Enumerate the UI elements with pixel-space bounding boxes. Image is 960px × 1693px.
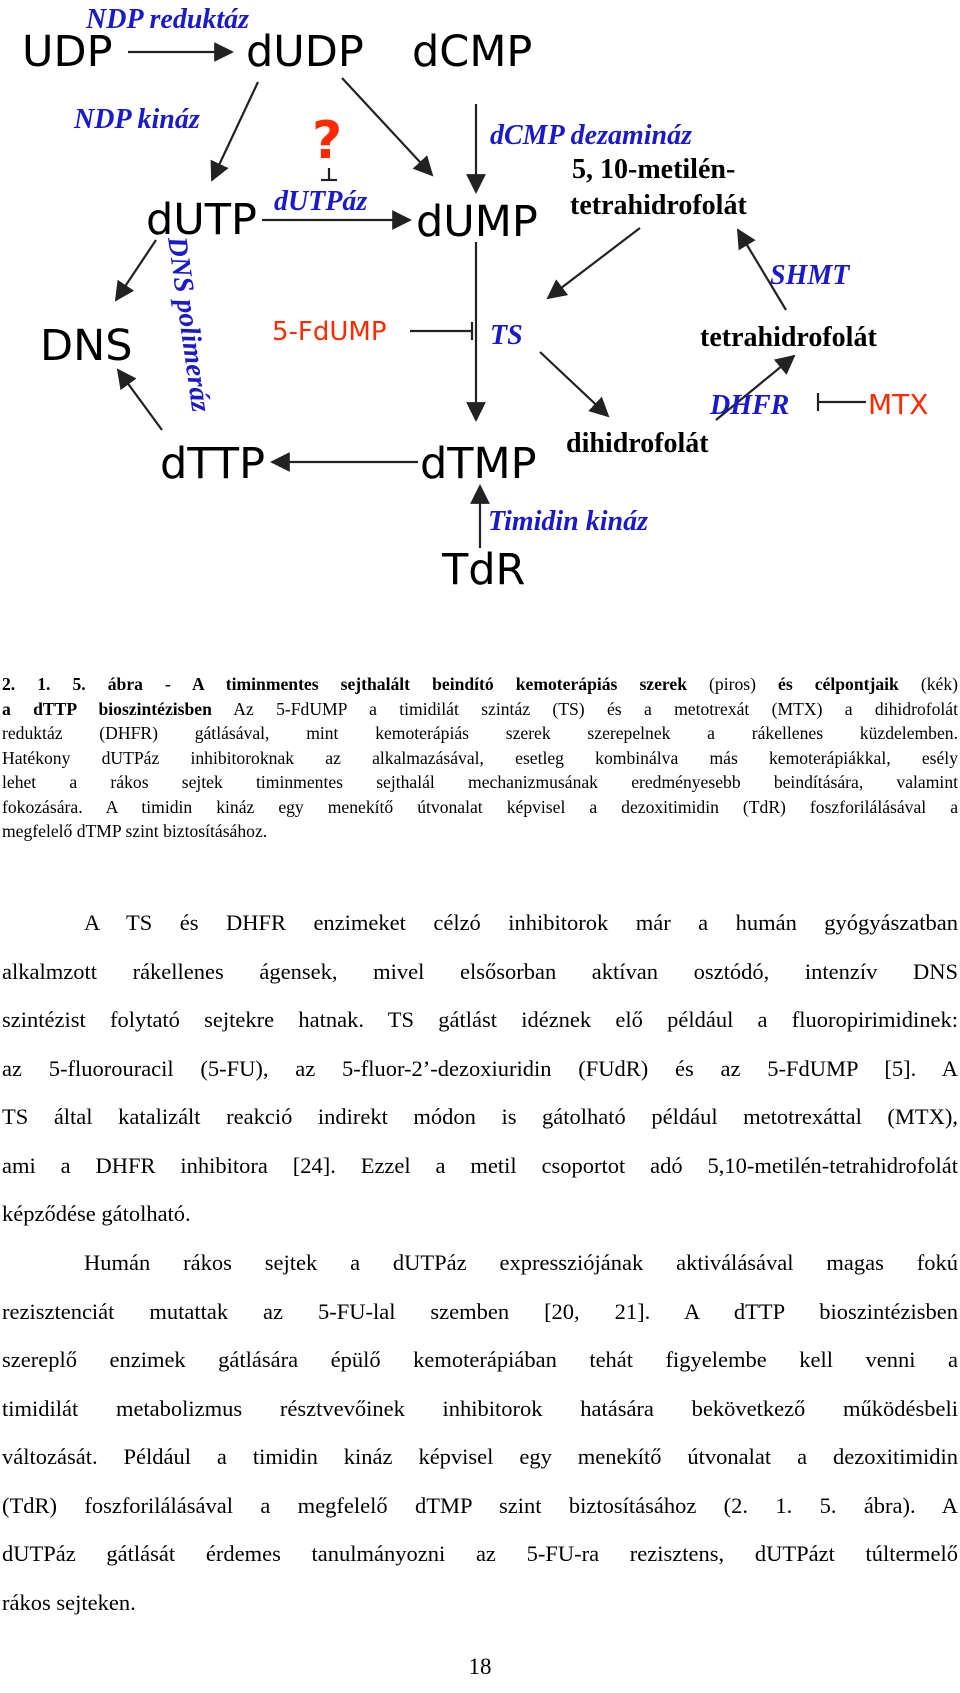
paragraph-1-line: alkalmzott rákellenes ágensek, mivel elsősorban aktívan osztódó, intenzív DNS [2, 958, 958, 984]
enzyme-ndp-reduktaz: NDP reduktáz [86, 4, 250, 35]
enzyme-dhfr: DHFR [710, 390, 790, 421]
enzyme-dutpaz: dUTPáz [274, 186, 368, 217]
paragraph-2-line: dUTPáz gátlását érdemes tanulmányozni az 5-FU-ra rezisztens, dUTPázt túltermelő [2, 1541, 958, 1566]
node-dtmp: dTMP [420, 439, 537, 489]
inhibitor-question: ? [312, 111, 343, 171]
node-tdr: TdR [442, 545, 526, 595]
paragraph-2-line: timidilát metabolizmus résztvevőinek inhibitorok hatására bekövetkező működésbeli [2, 1395, 958, 1421]
enzyme-dcmp-dezaminaz: dCMP dezamináz [490, 120, 692, 151]
arrow-dttp-dns [118, 370, 162, 430]
node-dutp: dUTP [146, 195, 257, 245]
caption-line-2: a dTTP bioszintézisben Az 5-FdUMP a timidilát szintáz (TS) és a metotrexát (MTX) a dihidrofolát [2, 698, 958, 719]
node-metilen-line2: tetrahidrofolát [570, 190, 747, 221]
caption-line-4: Hatékony dUTPáz inhibitoroknak az alkalmazásával, esetleg kombinálva más kemoterápiákkal, esély [2, 747, 958, 768]
figure-caption [2, 672, 958, 844]
caption-line-7: megfelelő dTMP szint biztosításához. [2, 821, 268, 841]
node-dttp: dTTP [160, 439, 266, 489]
node-dcmp: dCMP [412, 27, 533, 77]
caption-line-1: 2. 1. 5. ábra - A timinmentes sejthalált beindító kemoterápiás szerek (piros) és célpontjaik (kék) [2, 674, 958, 694]
node-dns: DNS [40, 321, 133, 371]
node-dudp: dUDP [246, 27, 364, 77]
node-udp: UDP [22, 27, 113, 77]
node-tetrahidrofolat: tetrahidrofolát [700, 322, 877, 353]
paragraph-1 [2, 899, 958, 1239]
inhibitor-fdump: 5-FdUMP [272, 317, 387, 347]
enzyme-dns-polimeraz: DNS polimeráz [161, 234, 217, 414]
paragraph-2-line: rezisztenciát mutattak az 5-FU-lal szemben [20, 21]. A dTTP bioszintézisben [2, 1298, 958, 1324]
arrow-metilen-ts [548, 228, 640, 298]
paragraph-1-line: az 5-fluorouracil (5-FU), az 5-fluor-2’-dezoxiuridin (FUdR) és az 5-FdUMP [5]. A [2, 1055, 958, 1081]
paragraph-2-line: (TdR) foszforilálásával a megfelelő dTMP szint biztosításához (2. 1. 5. ábra). A [2, 1492, 958, 1518]
paragraph-1-line: ami a DHFR inhibitora [24]. Ezzel a metil csoportot adó 5,10-metilén-tetrahidrofolát [2, 1152, 958, 1178]
caption-line-6: fokozására. A timidin kináz egy menekítő útvonalat képvisel a dezoxitimidin (TdR) foszforilálásával a [2, 796, 958, 817]
caption-line-5: lehet a rákos sejtek timinmentes sejthalál mechanizmusának eredményesebb beindítására, valamint [2, 772, 958, 792]
node-metilen-line1: 5, 10-metilén- [572, 154, 736, 185]
enzyme-timidin-kinaz: Timidin kináz [488, 506, 649, 537]
inhibitor-mtx: MTX [868, 388, 929, 421]
paragraph-2 [2, 1239, 958, 1627]
node-dihidrofolat: dihidrofolát [566, 428, 709, 459]
arrow-dutp-dns [116, 240, 156, 300]
paragraph-2-line: Humán rákos sejtek a dUTPáz expressziójának aktiválásával magas fokú [84, 1250, 958, 1275]
arrow-ts-dihidrofolat [540, 352, 608, 416]
paragraph-2-line: változását. Például a timidin kináz képvisel egy menekítő útvonalat a dezoxitimidin [2, 1444, 958, 1469]
arrow-dudp-dutp [212, 82, 258, 180]
paragraph-1-line: TS által katalizált reakció indirekt módon is gátolható például metotrexáttal (MTX), [2, 1104, 958, 1129]
enzyme-ts: TS [490, 320, 523, 351]
dttp-biosynthesis-diagram [0, 0, 960, 600]
enzyme-shmt: SHMT [770, 260, 850, 291]
page-number: 18 [468, 1654, 492, 1679]
node-dump: dUMP [416, 197, 538, 247]
paragraph-1-line: A TS és DHFR enzimeket célzó inhibitorok már a humán gyógyászatban [84, 910, 958, 935]
paragraph-1-line: képződése gátolható. [2, 1201, 191, 1226]
paragraph-2-line: szereplő enzimek gátlására épülő kemoterápiában tehát figyelembe kell venni a [2, 1347, 958, 1372]
arrow-dudp-dump [342, 78, 432, 175]
enzyme-ndp-kinaz: NDP kináz [74, 104, 200, 135]
paragraph-1-line: szintézist folytató sejtekre hatnak. TS gátlást idéznek elő például a fluoropirimidinek: [2, 1007, 958, 1032]
caption-line-3: reduktáz (DHFR) gátlásával, mint kemoterápiás szerek szerepelnek a rákellenes küzdelemben. [2, 723, 958, 743]
paragraph-2-line: rákos sejteken. [2, 1589, 136, 1615]
